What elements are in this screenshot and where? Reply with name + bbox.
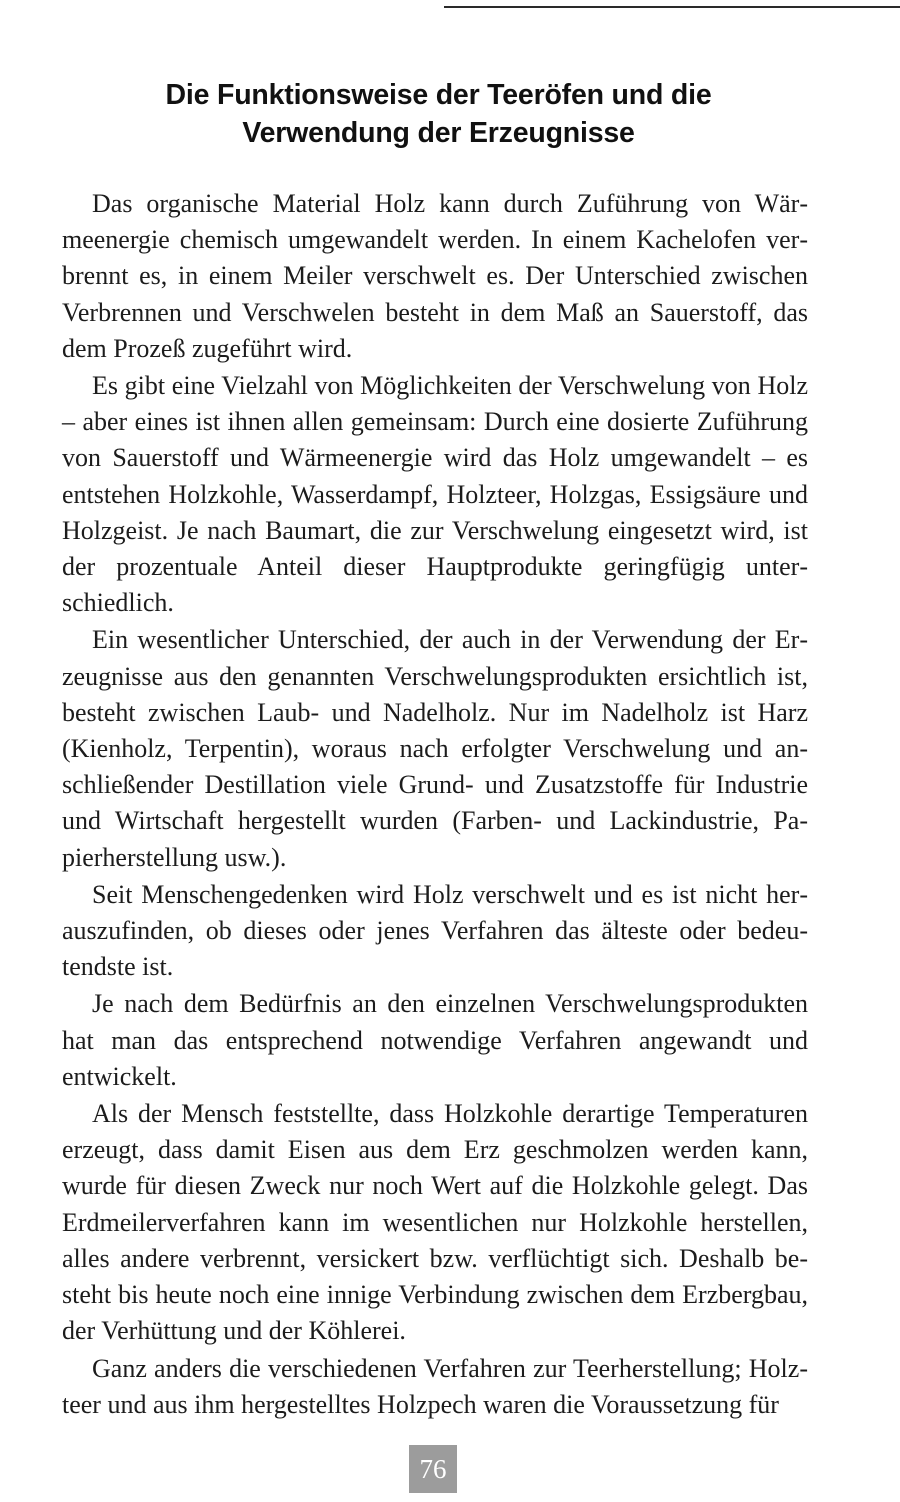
title-line-1: Die Funktionsweise der Teeröfen und die bbox=[165, 79, 712, 111]
title-line-2: Verwendung der Erzeugnisse bbox=[242, 117, 635, 149]
paragraph-4: Seit Menschengedenken wird Holz verschwelt und es ist nicht herauszufinden, ob dieses oder jenes Verfahren das älteste oder bedeutendste ist. bbox=[62, 879, 808, 982]
body-text bbox=[62, 186, 808, 1424]
page-title bbox=[60, 76, 817, 152]
paragraph-2: Es gibt eine Vielzahl von Möglichkeiten der Verschwelung von Holz – aber eines ist ihnen allen gemeinsam: Durch eine dosierte Zuführung von Sauerstoff und Wärmeenergie wird das Holz umgewandelt – es entstehen Holzkohle, Wasserdampf, Holzteer, Holzgas, Essigsäure und Holzgeist. Je nach Baumart, die zur Verschwelung eingesetzt wird, ist der prozentuale Anteil dieser Hauptprodukte geringfügig unterschiedlich. bbox=[62, 371, 808, 618]
page-number: 76 bbox=[419, 1453, 447, 1484]
paragraph-5: Je nach dem Bedürfnis an den einzelnen Verschwelungsprodukten hat man das entsprechend notwendige Verfahren angewandt und entwickelt. bbox=[62, 989, 808, 1091]
paragraph-7: Ganz anders die verschiedenen Verfahren zur Teerherstellung; Holzteer und aus ihm hergestelltes Holzpech waren die Voraussetzung für bbox=[62, 1353, 808, 1419]
page-number-box bbox=[409, 1445, 457, 1493]
top-rule bbox=[444, 6, 900, 8]
paragraph-1: Das organische Material Holz kann durch Zuführung von Wärmeenergie chemisch umgewandelt werden. In einem Kachelofen verbrennt es, in einem Meiler verschwelt es. Der Unterschied zwischen Verbrennen und Verschwelen besteht in dem Maß an Sauerstoff, das dem Prozeß zugeführt wird. bbox=[62, 189, 808, 363]
paragraph-6: Als der Mensch feststellte, dass Holzkohle derartige Temperaturen erzeugt, dass damit Eisen aus dem Erz geschmolzen werden kann, wurde für diesen Zweck nur noch Wert auf die Holzkohle gelegt. Das Erdmeilerverfahren kann im wesentlichen nur Holzkohle herstellen, alles andere verbrennt, versickert bzw. verflüchtigt sich. Deshalb besteht bis heute noch eine innige Verbindung zwischen dem Erzbergbau, der Verhüttung und der Köhlerei. bbox=[62, 1099, 808, 1346]
paragraph-3: Ein wesentlicher Unterschied, der auch in der Verwendung der Erzeugnisse aus den genannten Verschwelungsprodukten ersichtlich ist, besteht zwischen Laub- und Nadelholz. Nur im Nadelholz ist Harz (Kienholz, Terpentin), woraus nach erfolgter Verschwelung und anschließender Destillation viele Grund- und Zusatzstoffe für Industrie und Wirtschaft hergestellt wurden (Farben- und Lackindustrie, Papierherstellung usw.). bbox=[62, 625, 808, 872]
